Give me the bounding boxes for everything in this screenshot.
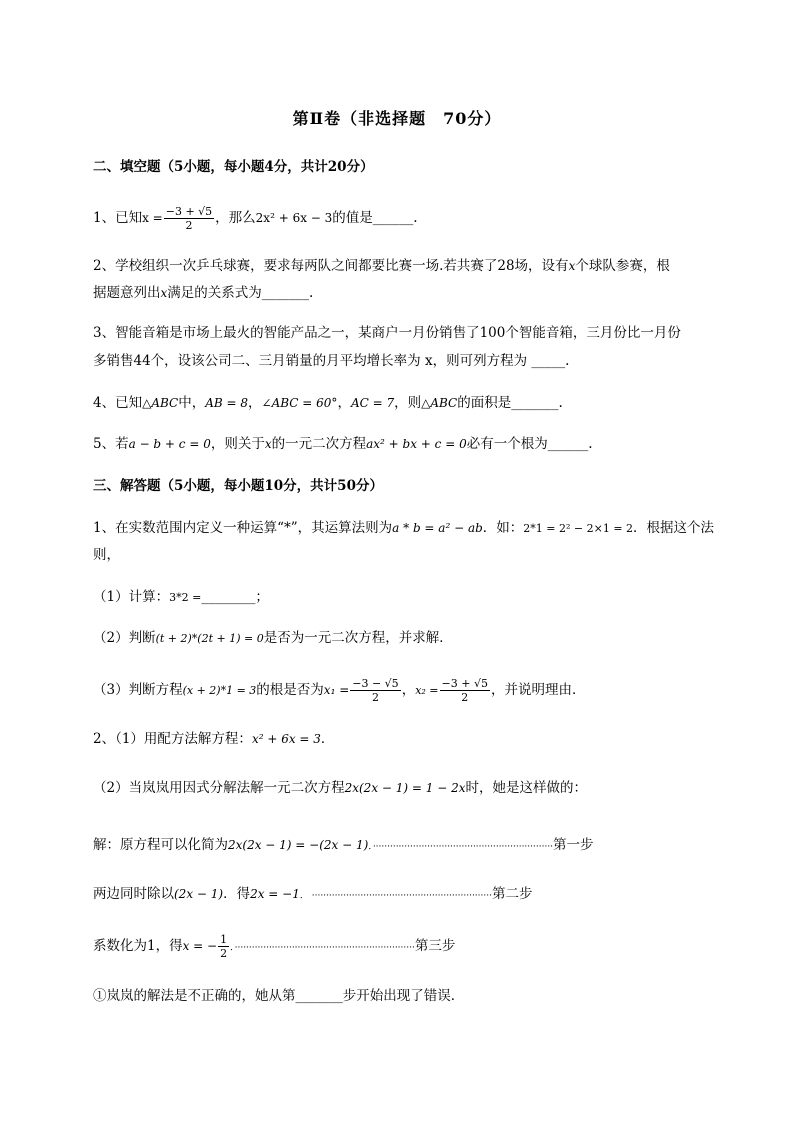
q-text: ，并说明理由． xyxy=(490,682,586,698)
question-3-1-part1 xyxy=(93,587,269,608)
question-3-1-part2 xyxy=(93,628,453,649)
q-text: 第三步 xyxy=(414,938,456,954)
q-text: 5、若 xyxy=(93,436,129,452)
math: x = − xyxy=(182,939,218,953)
math: △ABC xyxy=(142,396,179,410)
q-text: ．如： xyxy=(482,520,524,536)
question-3-1-line2: 则， xyxy=(93,547,120,563)
q-text: 1、在实数范围内定义一种运算“*”，其运算法则为 xyxy=(93,520,393,536)
q-text: 满足的关系式为_______. xyxy=(167,285,314,301)
question-3-2-part2 xyxy=(93,778,587,798)
q-text: ， xyxy=(337,395,351,411)
q-text: 第二步 xyxy=(491,886,533,902)
q-text: ，则 xyxy=(394,395,422,411)
q-text: 时，她是这样做的： xyxy=(465,780,587,796)
question-2-2-line2 xyxy=(93,283,313,303)
q-text: 个球队参赛，根 xyxy=(575,258,670,274)
q-text: 的面积是_______. xyxy=(457,395,563,411)
fraction xyxy=(440,677,490,704)
dot-leader: ． ······························································· xyxy=(299,891,492,901)
denominator: 2 xyxy=(185,219,193,232)
q-text: ， xyxy=(401,682,416,698)
math: x² + 6x = 3 xyxy=(251,732,321,746)
q-text: 两边同时除以 xyxy=(93,886,174,902)
math: AC = 7 xyxy=(350,396,395,410)
math: ax² + bx + c = 0 xyxy=(366,437,467,451)
q-text: 第一步 xyxy=(553,837,594,853)
math: x xyxy=(264,437,272,451)
q-text: 的值是______. xyxy=(332,210,418,226)
math: 3*2 = xyxy=(169,591,202,604)
dot-leader: ．······························································· xyxy=(368,842,554,852)
q-text: 4、已知 xyxy=(93,395,143,411)
question-3-2-part1 xyxy=(93,729,334,749)
math: x₂ = xyxy=(415,684,439,697)
q-text: 是否为一元二次方程，并求解． xyxy=(263,630,453,646)
question-2-5 xyxy=(93,434,593,454)
math: △ABC xyxy=(421,396,458,410)
q-text: 2、学校组织一次乒乓球赛，要求每两队之间都要比赛一场.若共赛了28场，设有 xyxy=(93,258,569,274)
numerator: 1 xyxy=(220,933,228,946)
solution-step-2 xyxy=(93,884,532,906)
question-2-3-line1: 3、智能音箱是市场上最火的智能产品之一，某商户一月份销售了100个智能音箱，三月份比一月份 xyxy=(93,325,681,341)
denominator: 2 xyxy=(371,691,379,704)
solution-step-1 xyxy=(93,835,594,857)
fraction xyxy=(218,933,229,960)
math: (2x − 1) xyxy=(174,887,224,901)
math: a * b = a² − ab xyxy=(392,521,483,535)
math: ∠ABC = 60° xyxy=(261,396,338,410)
q-text: （2）判断 xyxy=(93,630,156,646)
q-text: 1、已知 xyxy=(93,210,143,226)
numerator: −3 + √5 xyxy=(165,205,213,218)
q-text: （2）当岚岚用因式分解法解一元二次方程 xyxy=(93,780,345,796)
math: (x + 2)*1 = 3 xyxy=(182,684,257,697)
question-2-3-line2: 多销售44个，设该公司二、三月销量的月平均增长率为 x，则可列方程为 _____. xyxy=(93,353,570,369)
q-text: ． xyxy=(320,731,335,747)
numerator: −3 + √5 xyxy=(441,677,488,690)
math: x₁ = xyxy=(323,683,350,697)
question-2-4 xyxy=(93,393,563,413)
math: 2x(2x − 1) = 1 − 2x xyxy=(344,781,466,795)
math: a − b + c = 0 xyxy=(128,437,211,451)
fraction xyxy=(350,677,400,704)
question-2-1 xyxy=(93,205,418,232)
q-text: ．根据这个法 xyxy=(633,520,715,536)
q-text: ________； xyxy=(201,589,269,605)
q-text: 2、（1）用配方法解方程： xyxy=(93,731,252,747)
math: (t + 2)*(2t + 1) = 0 xyxy=(155,632,264,645)
fraction xyxy=(164,205,214,232)
page-title: 第Ⅱ卷（非选择题 70分） xyxy=(292,109,502,128)
question-2-2-line1 xyxy=(93,256,670,276)
math: AB = 8 xyxy=(205,396,249,410)
q-text: ， xyxy=(248,395,262,411)
q-text: ．得 xyxy=(223,886,251,902)
denominator: 2 xyxy=(220,947,228,960)
q-text: 的根是否为 xyxy=(256,682,324,698)
section-heading-answers: 三、解答题（5小题，每小题10分，共计50分） xyxy=(93,478,383,494)
q-text: ，则关于 xyxy=(210,436,265,452)
denominator: 2 xyxy=(461,691,469,704)
math: x = xyxy=(142,211,163,225)
math: 2x = −1 xyxy=(250,887,300,901)
math: 2*1 = 2² − 2×1 = 2 xyxy=(523,522,634,535)
solution-step-3 xyxy=(93,933,455,960)
question-3-2-sub1: ①岚岚的解法是不正确的，她从第_______步开始出现了错误． xyxy=(93,988,465,1004)
math: 2x(2x − 1) = −(2x − 1) xyxy=(228,838,369,852)
q-text: （3）判断方程 xyxy=(93,682,183,698)
math: x xyxy=(160,286,168,300)
question-3-1-part3 xyxy=(93,677,585,704)
dot-leader: ．······························································· xyxy=(230,943,415,953)
section-heading-fill-blank: 二、填空题（5小题，每小题4分，共计20分） xyxy=(93,159,374,175)
q-text: 的一元二次方程 xyxy=(271,436,367,452)
q-text: （1）计算： xyxy=(93,589,170,605)
q-text: 据题意列出 xyxy=(93,285,161,301)
math: 2x² + 6x − 3 xyxy=(255,211,333,225)
q-text: 解：原方程可以化简为 xyxy=(93,837,228,853)
q-text: 必有一个根为______. xyxy=(466,436,593,452)
q-text: 系数化为1，得 xyxy=(93,938,183,954)
question-3-1-line1 xyxy=(93,518,714,539)
numerator: −3 − √5 xyxy=(352,677,399,690)
math: x xyxy=(568,259,576,273)
q-text: 中， xyxy=(178,395,206,411)
q-text: ，那么 xyxy=(215,210,256,226)
